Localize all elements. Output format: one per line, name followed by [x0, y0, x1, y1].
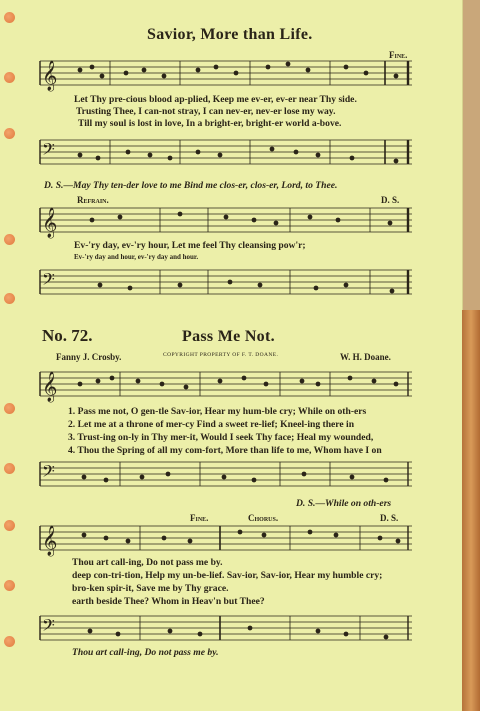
svg-text:𝄞: 𝄞: [42, 208, 58, 237]
music-staff: [40, 266, 412, 302]
hymn1-title: Savior, More than Life.: [147, 26, 313, 43]
wooden-edge: [462, 310, 480, 711]
hymn2-continuation-4: earth beside Thee? Whom in Heav'n but Thee?: [72, 596, 265, 607]
hymn2-copyright: COPYRIGHT PROPERTY OF F. T. DOANE.: [163, 352, 279, 358]
music-staff: [40, 136, 412, 172]
svg-text:𝄞: 𝄞: [42, 526, 58, 555]
svg-text:𝄞: 𝄞: [42, 372, 58, 401]
svg-text:𝄞: 𝄞: [42, 61, 58, 90]
hymn1-ds-mark: D. S.: [381, 195, 400, 205]
music-staff: [40, 204, 412, 240]
svg-text:𝄢: 𝄢: [42, 617, 55, 639]
binder-hole: [4, 293, 15, 304]
hymn1-ds-line: D. S.—May Thy ten-der love to me Bind me clos-er, clos-er, Lord, to Thee.: [44, 180, 338, 191]
binder-hole: [4, 403, 15, 414]
hymn2-chorus-label: Chorus.: [248, 513, 279, 523]
hymn-number: No. 72.: [42, 326, 93, 345]
hymn1-fine: Fine.: [389, 50, 408, 60]
music-staff: [40, 612, 412, 648]
hymn1-refrain-echo: Ev-'ry day and hour, ev-'ry day and hour.: [74, 253, 199, 261]
svg-text:𝄢: 𝄢: [42, 463, 55, 485]
music-staff: [40, 368, 412, 404]
hymn2-verse-1: 1. Pass me not, O gen-tle Sav-ior, Hear my hum-ble cry; While on oth-ers: [68, 406, 367, 417]
hymn2-continuation-3: bro-ken spir-it, Save me by Thy grace.: [72, 583, 229, 594]
binder-hole: [4, 234, 15, 245]
hymn2-fine: Fine.: [190, 513, 209, 523]
svg-text:𝄢: 𝄢: [42, 141, 55, 163]
binder-hole: [4, 463, 15, 474]
hymn2-ds-line: D. S.—While on oth-ers: [296, 498, 392, 509]
hymn1-lyric-line-2: Trusting Thee, I can-not stray, I can nev-er, nev-er lose my way.: [76, 106, 336, 117]
hymn1-lyric-line-3: Till my soul is lost in love, In a bright-er, bright-er world a-bove.: [78, 118, 342, 129]
hymn1-refrain-lyric: Ev-'ry day, ev-'ry hour, Let me feel Thy cleansing pow'r;: [74, 240, 306, 251]
hymn2-ds-mark: D. S.: [380, 513, 399, 523]
binder-hole: [4, 128, 15, 139]
hymn2-title: Pass Me Not.: [182, 328, 275, 345]
binder-hole: [4, 12, 15, 23]
music-staff: [40, 57, 412, 93]
hymn2-final-line: Thou art call-ing, Do not pass me by.: [72, 647, 219, 658]
hymn2-continuation-1: Thou art call-ing, Do not pass me by.: [72, 557, 223, 568]
hymn2-verse-4: 4. Thou the Spring of all my com-fort, More than life to me, Whom have I on: [68, 445, 382, 456]
hymn2-verse-2: 2. Let me at a throne of mer-cy Find a sweet re-lief; Kneel-ing there in: [68, 419, 355, 430]
svg-text:𝄢: 𝄢: [42, 271, 55, 293]
binder-hole: [4, 72, 15, 83]
binder-hole: [4, 580, 15, 591]
music-staff: [40, 458, 412, 494]
hymn2-author: Fanny J. Crosby.: [56, 352, 122, 362]
hymn2-composer: W. H. Doane.: [340, 352, 391, 362]
binder-hole: [4, 520, 15, 531]
binder-hole: [4, 636, 15, 647]
music-staff: [40, 522, 412, 558]
hymn2-verse-3: 3. Trust-ing on-ly in Thy mer-it, Would I seek Thy face; Heal my wounded,: [68, 432, 374, 443]
hymn2-continuation-2: deep con-tri-tion, Help my un-be-lief. Sav-ior, Sav-ior, Hear my humble cry;: [72, 570, 383, 581]
hymn1-refrain-label: Refrain.: [77, 195, 109, 205]
hymn1-lyric-line-1: Let Thy pre-cious blood ap-plied, Keep me ev-er, ev-er near Thy side.: [74, 94, 357, 105]
